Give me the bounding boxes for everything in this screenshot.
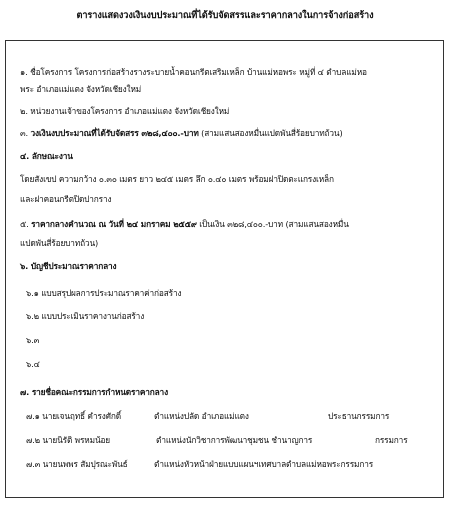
item-4-heading: ๔. ลักษณะงาน [20,151,73,161]
item-2: ๒. หน่วยงานเจ้าของโครงการ อำเภอแม่แตง จังหวัดเชียงใหม่ [20,106,230,116]
member-2-role: กรรมการ [375,435,408,445]
member-1-position: ตำแหน่งปลัด อำเภอแม่แตง [154,411,249,421]
item-6-4: ๖.๔ [26,359,40,369]
member-1-role: ประธานกรรมการ [328,411,390,421]
member-3-name: ๗.๓ นายนพพร สัมปุรณะพันธ์ [26,459,128,469]
document-frame [5,40,444,498]
item-3 [20,128,343,139]
item-5-label: ราคากลางคำนวณ ณ [31,219,106,229]
item-5-line-2: แปดพันสี่ร้อยบาทถ้วน) [20,238,99,248]
item-3-number: ๓. [20,128,29,138]
item-5-number: ๕. [20,219,29,229]
item-4-line-2: และฝาคอนกรีตปิดปากราง [20,194,112,204]
member-3-position: ตำแหน่งหัวหน้าฝ่ายแบบแผนฯเทศบาลตำบลแม่หอพระกรรมการ [154,459,374,469]
item-6-3: ๖.๓ [26,335,40,345]
item-3-label: วงเงินงบประมาณที่ได้รับจัดสรร ๓๒๘,๔๐๐.-บาท [30,128,199,138]
item-1-line-1: ๑. ชื่อโครงการ โครงการก่อสร้างรางระบายน้ำคอนกรีตเสริมเหล็ก บ้านแม่หอพระ หมู่ที่ ๔ ตำบลแม่หอ [20,67,367,77]
item-1-line-2: พระ อำเภอแม่แตง จังหวัดเชียงใหม่ [20,84,142,94]
item-5 [20,219,349,230]
item-7-heading: ๗. รายชื่อคณะกรรมการกำหนดราคากลาง [20,387,168,397]
item-5-tail: เป็นเงิน ๓๒๘,๔๐๐.-บาท (สามแสนสองหมื่น [199,219,349,229]
item-5-date: วันที่ ๒๔ มกราคม ๒๕๕๙ [108,219,197,229]
item-4-line-1: โดยสังเขป ความกว้าง ๐.๓๐ เมตร ยาว ๒๔๕ เมตร ลึก ๐.๔๐ เมตร พร้อมฝาปิดตะแกรงเหล็ก [20,174,334,184]
item-6-2: ๖.๒ แบบประเมินราคางานก่อสร้าง [26,311,145,321]
member-2-position: ตำแหน่งนักวิชาการพัฒนาชุมชน ชำนาญการ [156,435,313,445]
document-title: ตารางแสดงวงเงินงบประมาณที่ได้รับจัดสรรและราคากลางในการจ้างก่อสร้าง [76,10,374,21]
item-3-tail: (สามแสนสองหมื่นแปดพันสี่ร้อยบาทถ้วน) [201,128,343,138]
item-6-1: ๖.๑ แบบสรุปผลการประมาณราคาค่าก่อสร้าง [26,288,182,298]
member-1-name: ๗.๑ นายเจนฤทธิ์ คำรงศักดิ์ [26,411,121,421]
item-6-heading: ๖. บัญชีประมาณราคากลาง [20,261,117,271]
member-2-name: ๗.๒ นายนิรัติ พรหมน้อย [26,435,111,445]
